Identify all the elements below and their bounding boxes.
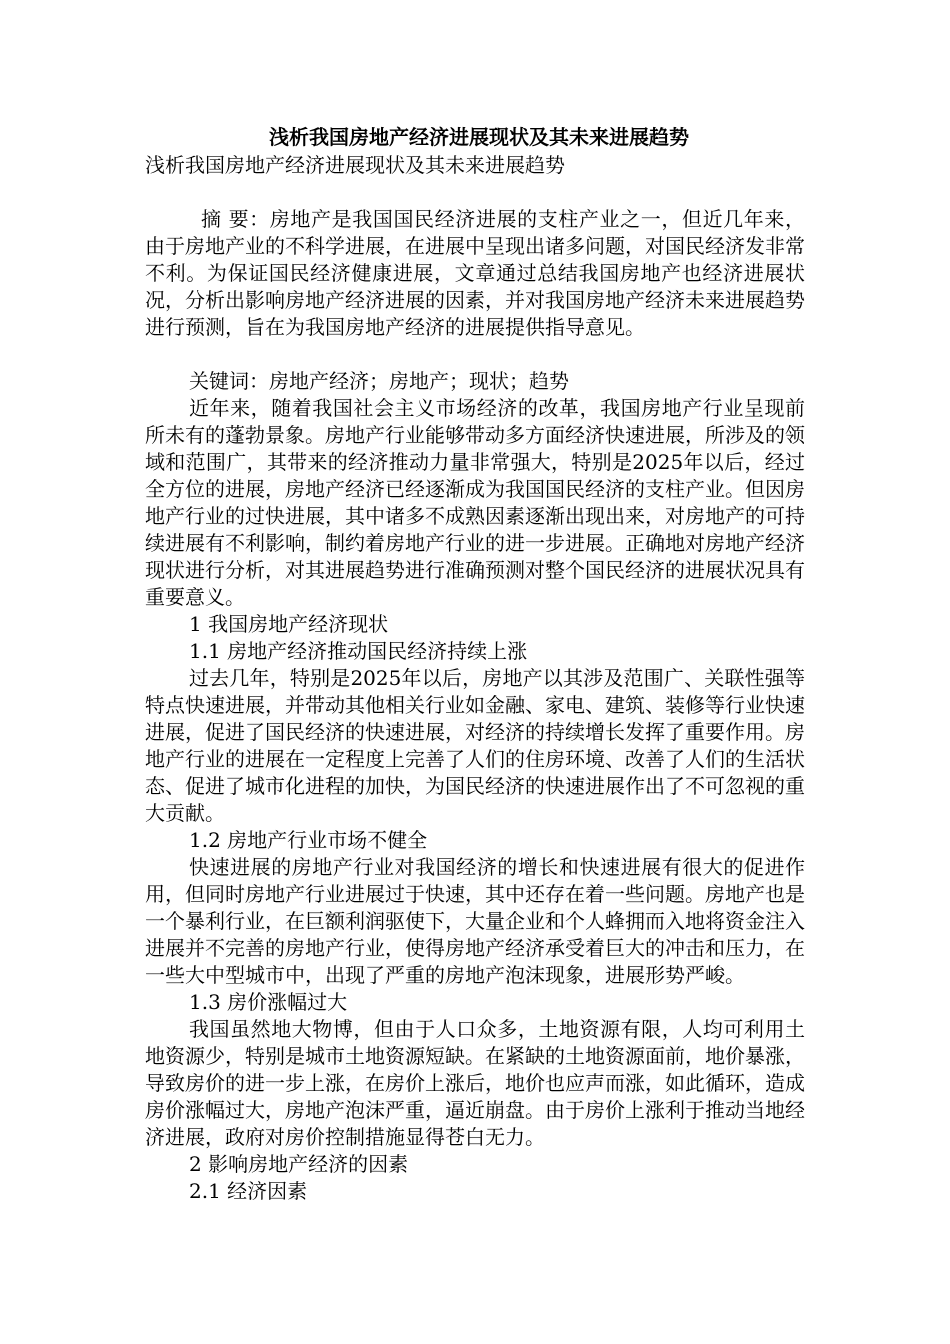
paragraph-1-3: 我国虽然地大物博，但由于人口众多，土地资源有限，人均可利用土地资源少，特别是城市土地资源短缺。在紧缺的土地资源面前，地价暴涨，导致房价的进一步上涨，在房价上涨后，地价也应声而涨，如此循环，造成房价涨幅过大，房地产泡沫严重，逼近崩盘。由于房价上涨利于推动当地经济进展，政府对房价控制措施显得苍白无力。	[145, 1017, 805, 1149]
abstract-paragraph: 摘 要：房地产是我国国民经济进展的支柱产业之一，但近几年来，由于房地产业的不科学进展，在进展中呈现出诸多问题，对国民经济发非常不利。为保证国民经济健康进展，文章通过总结我国房地产也经济进展状况，分析出影响房地产经济进展的因素，并对我国房地产经济未来进展趋势进行预测，旨在为我国房地产经济的进展提供指导意见。	[145, 207, 805, 339]
paragraph-1-1: 过去几年，特别是2025年以后，房地产以其涉及范围广、关联性强等特点快速进展，并带动其他相关行业如金融、家电、建筑、装修等行业快速进展，促进了国民经济的快速进展，对经济的持续增长发挥了重要作用。房地产行业的进展在一定程度上完善了人们的住房环境、改善了人们的生活状态、促进了城市化进程的加快，为国民经济的快速进展作出了不可忽视的重大贡献。	[145, 666, 805, 825]
paragraph-1-2: 快速进展的房地产行业对我国经济的增长和快速进展有很大的促进作用，但同时房地产行业进展过于快速，其中还存在着一些问题。房地产也是一个暴利行业，在巨额利润驱使下，大量企业和个人蜂拥而入地将资金注入进展并不完善的房地产行业，使得房地产经济承受着巨大的冲击和压力，在一些大中型城市中，出现了严重的房地产泡沫现象，进展形势严峻。	[145, 855, 805, 987]
keywords-line: 关键词：房地产经济；房地产；现状；趋势	[189, 369, 569, 393]
document-page	[145, 122, 805, 1205]
subsection-heading-2-1: 2.1 经济因素	[189, 1179, 308, 1203]
section-heading-2: 2 影响房地产经济的因素	[189, 1152, 409, 1176]
subsection-heading-1-3: 1.3 房价涨幅过大	[189, 990, 348, 1014]
section-heading-1: 1 我国房地产经济现状	[189, 612, 389, 636]
document-subtitle: 浅析我国房地产经济进展现状及其未来进展趋势	[145, 153, 565, 177]
document-title: 浅析我国房地产经济进展现状及其未来进展趋势	[269, 125, 689, 149]
intro-paragraph: 近年来，随着我国社会主义市场经济的改革，我国房地产行业呈现前所未有的蓬勃景象。房地产行业能够带动多方面经济快速进展，所涉及的领域和范围广，其带来的经济推动力量非常强大，特别是2025年以后，经过全方位的进展，房地产经济已经逐渐成为我国国民经济的支柱产业。但因房地产行业的过快进展，其中诸多不成熟因素逐渐出现出来，对房地产的可持续进展有不利影响，制约着房地产行业的进一步进展。正确地对房地产经济现状进行分析，对其进展趋势进行准确预测对整个国民经济的进展状况具有重要意义。	[145, 396, 805, 609]
spacer	[145, 341, 805, 368]
spacer	[145, 179, 805, 206]
subsection-heading-1-1: 1.1 房地产经济推动国民经济持续上涨	[189, 639, 528, 663]
subsection-heading-1-2: 1.2 房地产行业市场不健全	[189, 828, 428, 852]
